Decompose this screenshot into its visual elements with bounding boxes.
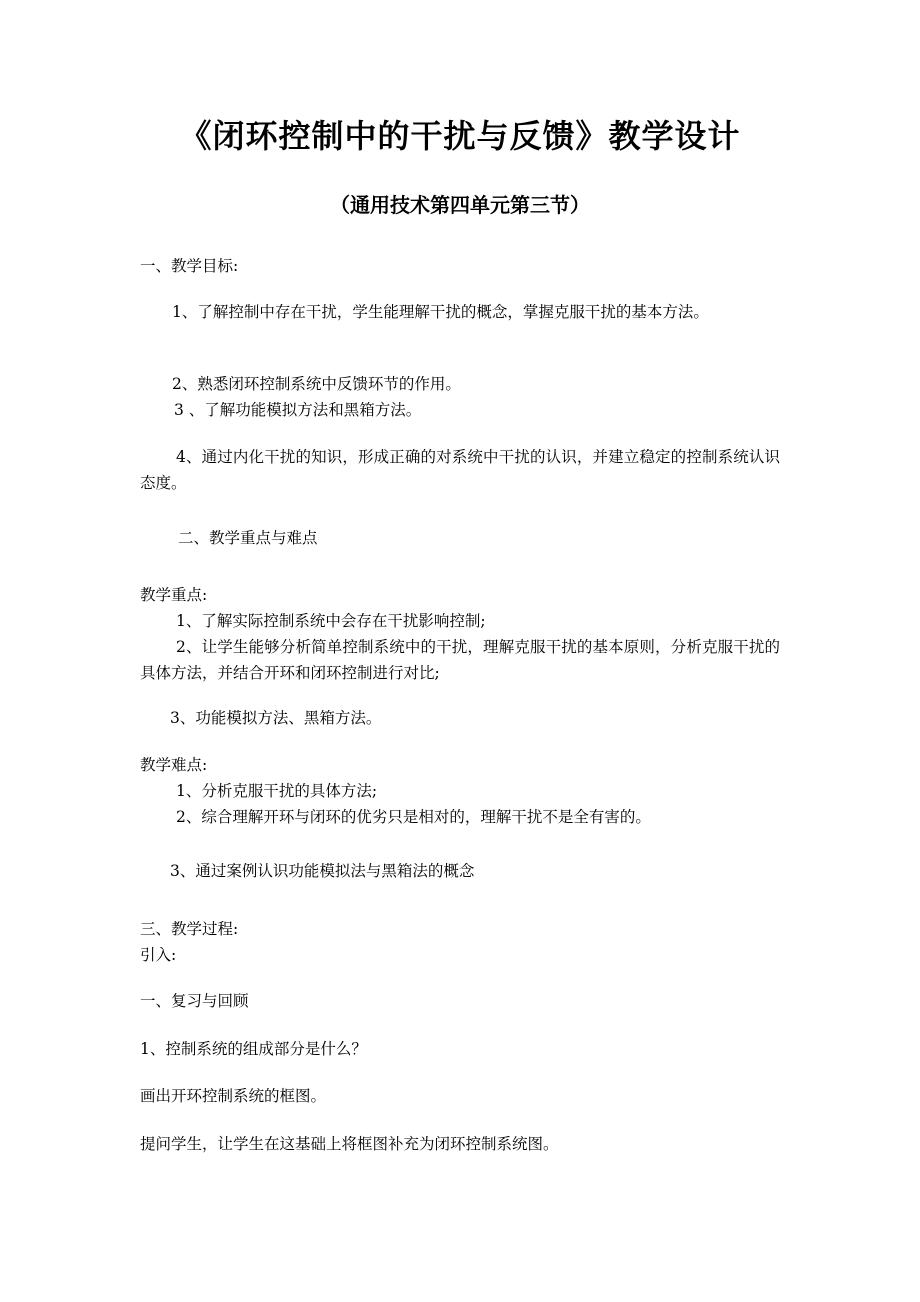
objective-item: 4、通过内化干扰的知识，形成正确的对系统中干扰的认识，并建立稳定的控制系统认识态度。 <box>140 448 780 492</box>
document-subtitle: （通用技术第四单元第三节） <box>330 193 590 217</box>
key-item: 3、功能模拟方法、黑箱方法。 <box>170 709 382 727</box>
key-points-heading: 二、教学重点与难点 <box>178 529 318 547</box>
key-item: 1、了解实际控制系统中会存在干扰影响控制; <box>176 612 486 630</box>
difficult-item: 2、综合理解开环与闭环的优劣只是相对的，理解干扰不是全有害的。 <box>176 808 651 826</box>
objective-item: 2、熟悉闭环控制系统中反馈环节的作用。 <box>172 375 461 393</box>
difficult-item: 3、通过案例认识功能模拟法与黑箱法的概念 <box>170 862 475 880</box>
key-item: 2、让学生能够分析简单控制系统中的干扰，理解克服干扰的基本原则，分析克服干扰的具体方法，并结合开环和闭环控制进行对比; <box>140 638 780 682</box>
objective-item: 1、了解控制中存在干扰，学生能理解干扰的概念，掌握克服干扰的基本方法。 <box>172 303 709 321</box>
review-question: 1、控制系统的组成部分是什么？ <box>140 1040 367 1058</box>
objective-item: 3 、了解功能模拟方法和黑箱方法。 <box>174 401 422 419</box>
ask-instruction: 提问学生，让学生在这基础上将框图补充为闭环控制系统图。 <box>140 1135 559 1153</box>
intro-label: 引入: <box>140 946 177 964</box>
review-heading: 一、复习与回顾 <box>140 992 249 1010</box>
draw-instruction: 画出开环控制系统的框图。 <box>140 1087 327 1105</box>
key-heading: 教学重点: <box>140 586 208 604</box>
objectives-heading: 一、教学目标: <box>140 257 239 275</box>
document-title: 《闭环控制中的干扰与反馈》教学设计 <box>179 117 741 155</box>
difficult-heading: 教学难点: <box>140 756 208 774</box>
difficult-item: 1、分析克服干扰的具体方法; <box>176 782 378 800</box>
process-heading: 三、教学过程: <box>140 920 239 938</box>
